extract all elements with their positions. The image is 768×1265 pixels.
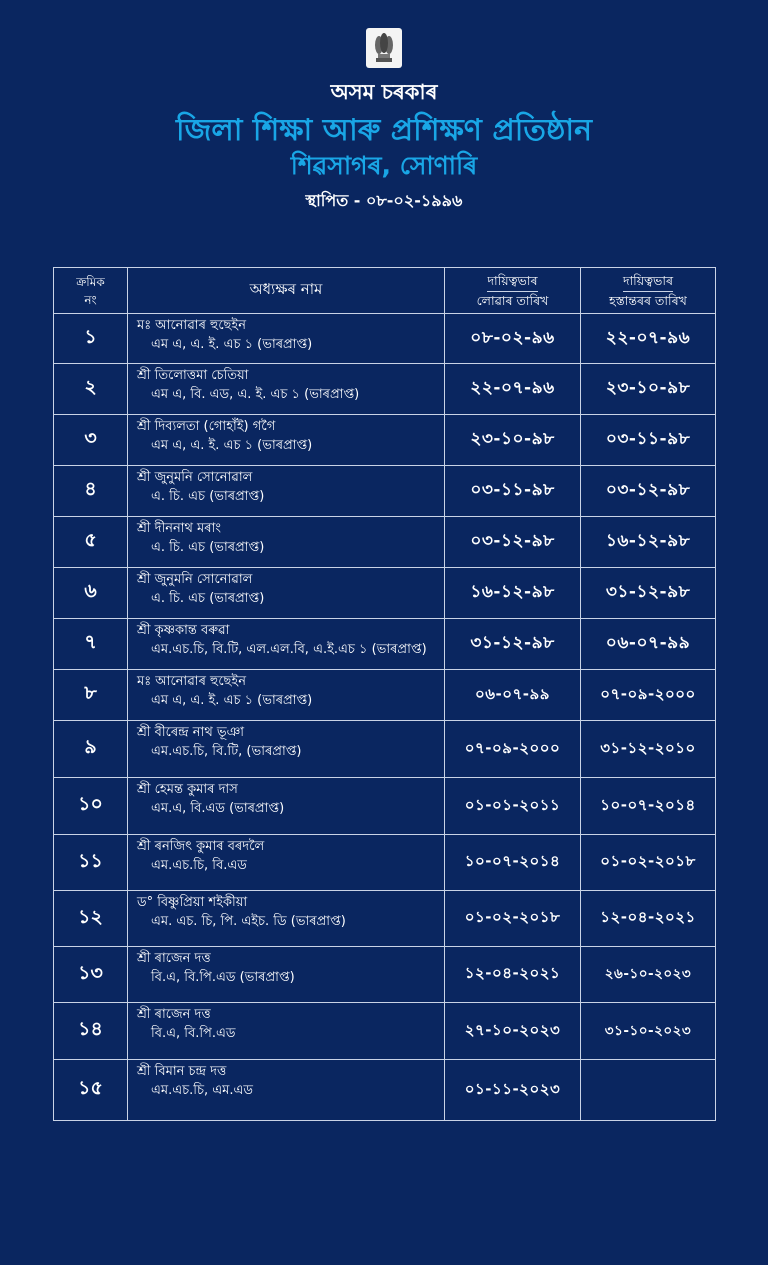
- principal-cell: [128, 415, 445, 466]
- table-row: [54, 891, 716, 947]
- principal-name: শ্ৰী ৰনজিৎ কুমাৰ বৰদলৈ: [137, 839, 265, 854]
- table-row: [54, 835, 716, 891]
- serial-number: ১৩: [54, 947, 128, 1003]
- principal-name: মঃ আনোৱাৰ হুছেইন: [137, 674, 246, 689]
- principal-qualification: এম.এচ.চি, বি.টি, এল.এল.বি, এ.ই.এচ ১ (ভাৰপ্ৰাপ্ত): [151, 642, 427, 657]
- handover-date: ০৩-১১-৯৮: [581, 415, 716, 466]
- handover-date: ১২-০৪-২০২১: [581, 891, 716, 947]
- serial-number: ৯: [54, 721, 128, 778]
- principal-name: শ্ৰী ৰাজেন দত্ত: [137, 1007, 211, 1022]
- handover-date: ০১-০২-২০১৮: [581, 835, 716, 891]
- table-row: [54, 947, 716, 1003]
- table-header-row: [54, 268, 716, 314]
- government-title: অসম চৰকাৰ: [330, 80, 438, 104]
- joined-date: ০৩-১২-৯৮: [445, 517, 581, 568]
- serial-number: ৪: [54, 466, 128, 517]
- table-row: [54, 517, 716, 568]
- principal-qualification: এম এ, এ. ই. এচ ১ (ভাৰপ্ৰাপ্ত): [151, 693, 313, 708]
- joined-date: ০৬-০৭-৯৯: [445, 670, 581, 721]
- principal-cell: [128, 670, 445, 721]
- serial-number: ১১: [54, 835, 128, 891]
- joined-date: ২৭-১০-২০২৩: [445, 1003, 581, 1060]
- principal-qualification: বি.এ, বি.পি.এড (ভাৰপ্ৰাপ্ত): [151, 970, 295, 985]
- principal-qualification: এম এ, এ. ই. এচ ১ (ভাৰপ্ৰাপ্ত): [151, 438, 313, 453]
- table-row: [54, 314, 716, 364]
- established-date: স্থাপিত - ০৮-০২-১৯৯৬: [305, 191, 463, 210]
- principal-cell: [128, 466, 445, 517]
- principal-name: মঃ আনোৱাৰ হুছেইন: [137, 318, 246, 333]
- principal-name: শ্ৰী জুনুমনি সোনোৱাল: [137, 470, 253, 485]
- name-header: অধ্যক্ষৰ নাম: [128, 268, 445, 314]
- principal-cell: [128, 835, 445, 891]
- joined-date: ০১-০২-২০১৮: [445, 891, 581, 947]
- principal-cell: [128, 314, 445, 364]
- table-row: [54, 778, 716, 835]
- joined-date: ০৮-০২-৯৬: [445, 314, 581, 364]
- principal-qualification: এম এ, বি. এড, এ. ই. এচ ১ (ভাৰপ্ৰাপ্ত): [151, 387, 360, 402]
- joined-date: ০১-১১-২০২৩: [445, 1060, 581, 1121]
- serial-number: ১০: [54, 778, 128, 835]
- principal-cell: [128, 1003, 445, 1060]
- principal-name: ড° বিষ্ণুপ্ৰিয়া শইকীয়া: [137, 895, 248, 910]
- principal-name: শ্ৰী কৃষ্ণকান্ত বৰুৱা: [137, 623, 230, 638]
- principal-qualification: এ. চি. এচ (ভাৰপ্ৰাপ্ত): [151, 489, 265, 504]
- serial-header: ক্ৰমিক নং: [54, 268, 128, 314]
- table-row: [54, 721, 716, 778]
- principals-table: [53, 267, 716, 1121]
- location-subtitle: শিৱসাগৰ, সোণাৰি: [290, 151, 478, 180]
- joined-date: ২৩-১০-৯৮: [445, 415, 581, 466]
- table-row: [54, 466, 716, 517]
- joined-date: ১২-০৪-২০২১: [445, 947, 581, 1003]
- principal-name: শ্ৰী তিলোত্তমা চেতিয়া: [137, 368, 249, 383]
- principal-qualification: এ. চি. এচ (ভাৰপ্ৰাপ্ত): [151, 540, 265, 555]
- table-row: [54, 364, 716, 415]
- principal-cell: [128, 778, 445, 835]
- table-row: [54, 568, 716, 619]
- table-row: [54, 1003, 716, 1060]
- principal-name: শ্ৰী দিব্যলতা (গোহাঁই) গগৈ: [137, 419, 276, 434]
- principal-name: শ্ৰী ৰাজেন দত্ত: [137, 951, 211, 966]
- principal-cell: [128, 891, 445, 947]
- principal-qualification: এম. এচ. চি, পি. এইচ. ডি (ভাৰপ্ৰাপ্ত): [151, 914, 346, 929]
- handover-date: ৩১-১০-২০২৩: [581, 1003, 716, 1060]
- serial-number: ৭: [54, 619, 128, 670]
- serial-number: ১৪: [54, 1003, 128, 1060]
- principal-name: শ্ৰী দীননাথ মৰাং: [137, 521, 221, 536]
- serial-number: ২: [54, 364, 128, 415]
- principal-qualification: এম.এচ.চি, এম.এড: [151, 1083, 253, 1098]
- principal-qualification: এম.এচ.চি, বি.এড: [151, 858, 247, 873]
- joined-date: ০১-০১-২০১১: [445, 778, 581, 835]
- principal-qualification: এম.এচ.চি, বি.টি, (ভাৰপ্ৰাপ্ত): [151, 744, 302, 759]
- state-emblem-icon: [366, 28, 402, 68]
- joined-date: ১০-০৭-২০১৪: [445, 835, 581, 891]
- serial-number: ১২: [54, 891, 128, 947]
- handover-date: ১৬-১২-৯৮: [581, 517, 716, 568]
- handover-date: ০৭-০৯-২০০০: [581, 670, 716, 721]
- principal-name: শ্ৰী বিমান চন্দ্ৰ দত্ত: [137, 1064, 227, 1079]
- handover-date: ০৩-১২-৯৮: [581, 466, 716, 517]
- handover-date: ০৬-০৭-৯৯: [581, 619, 716, 670]
- principal-cell: [128, 1060, 445, 1121]
- serial-number: ৮: [54, 670, 128, 721]
- serial-number: ১৫: [54, 1060, 128, 1121]
- principal-name: শ্ৰী জুনুমনি সোনোৱাল: [137, 572, 253, 587]
- principal-qualification: এ. চি. এচ (ভাৰপ্ৰাপ্ত): [151, 591, 265, 606]
- handover-date: ২৬-১০-২০২৩: [581, 947, 716, 1003]
- serial-number: ৫: [54, 517, 128, 568]
- handover-date: ৩১-১২-৯৮: [581, 568, 716, 619]
- joined-date: ০৩-১১-৯৮: [445, 466, 581, 517]
- handover-date-header: দায়িত্বভাৰ হস্তান্তৰৰ তাৰিখ: [581, 268, 716, 314]
- table-row: [54, 1060, 716, 1121]
- joined-date: ১৬-১২-৯৮: [445, 568, 581, 619]
- principal-name: শ্ৰী হেমন্ত কুমাৰ দাস: [137, 782, 238, 797]
- handover-date: [581, 1060, 716, 1121]
- joined-date-header: দায়িত্বভাৰ লোৱাৰ তাৰিখ: [445, 268, 581, 314]
- institute-title: জিলা শিক্ষা আৰু প্ৰশিক্ষণ প্ৰতিষ্ঠান: [176, 113, 592, 148]
- principal-name: শ্ৰী বীৰেন্দ্ৰ নাথ ভূঞা: [137, 725, 245, 740]
- principal-qualification: এম.এ, বি.এড (ভাৰপ্ৰাপ্ত): [151, 801, 285, 816]
- principal-cell: [128, 721, 445, 778]
- principal-cell: [128, 947, 445, 1003]
- principal-qualification: এম এ, এ. ই. এচ ১ (ভাৰপ্ৰাপ্ত): [151, 337, 313, 352]
- joined-date: ২২-০৭-৯৬: [445, 364, 581, 415]
- principal-cell: [128, 619, 445, 670]
- principal-cell: [128, 364, 445, 415]
- serial-number: ১: [54, 314, 128, 364]
- joined-date: ৩১-১২-৯৮: [445, 619, 581, 670]
- handover-date: ২২-০৭-৯৬: [581, 314, 716, 364]
- principal-cell: [128, 568, 445, 619]
- principal-qualification: বি.এ, বি.পি.এড: [151, 1026, 236, 1041]
- joined-date: ০৭-০৯-২০০০: [445, 721, 581, 778]
- handover-date: ১০-০৭-২০১৪: [581, 778, 716, 835]
- serial-number: ৬: [54, 568, 128, 619]
- table-row: [54, 619, 716, 670]
- serial-number: ৩: [54, 415, 128, 466]
- principal-cell: [128, 517, 445, 568]
- handover-date: ২৩-১০-৯৮: [581, 364, 716, 415]
- table-row: [54, 415, 716, 466]
- handover-date: ৩১-১২-২০১০: [581, 721, 716, 778]
- table-row: [54, 670, 716, 721]
